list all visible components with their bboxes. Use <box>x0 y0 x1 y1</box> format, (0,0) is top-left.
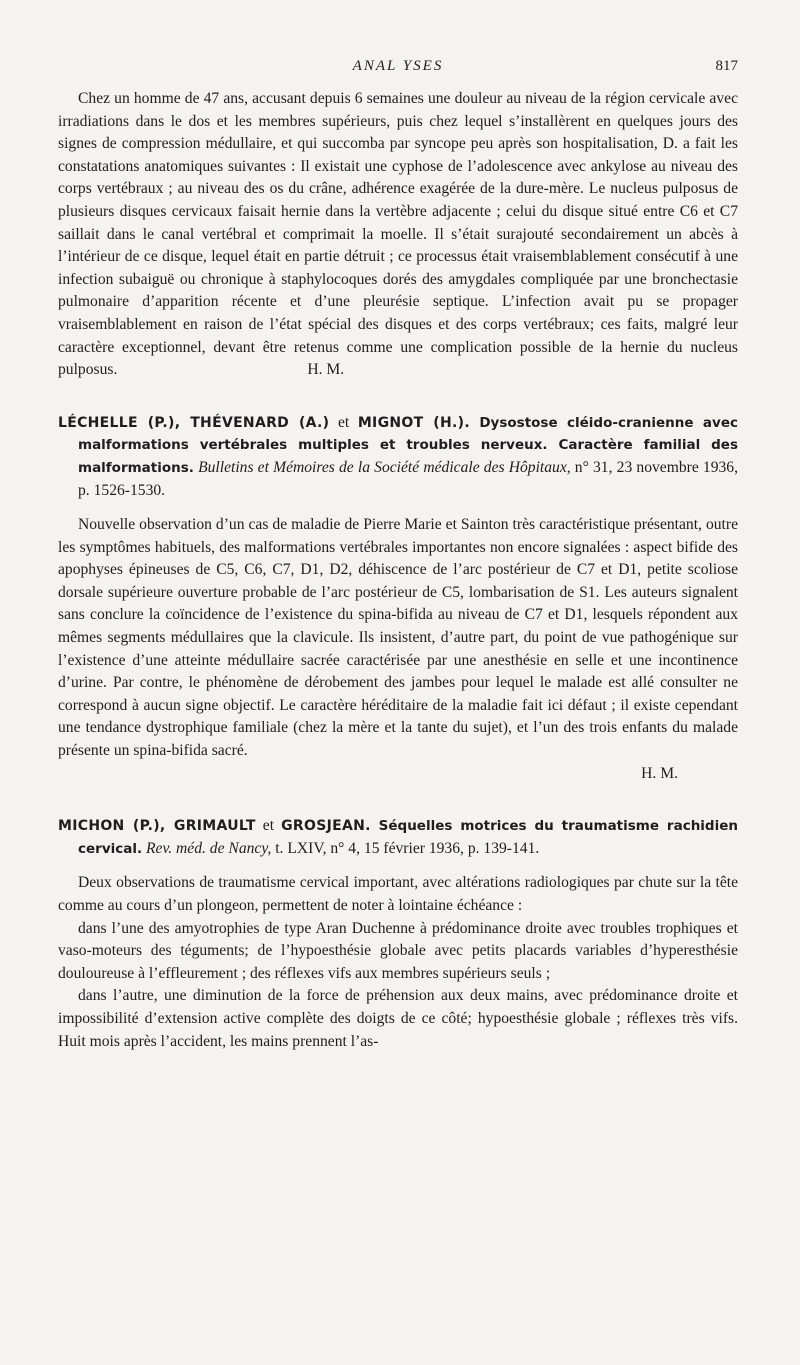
abstract-1-signature: H. M. <box>307 361 345 379</box>
page-number: 817 <box>715 58 738 74</box>
abstract-3-paragraph-3: dans l’autre, une diminution de la force de préhension aux deux mains, avec prédominance droite et impossibilité d’extension active complète des doigts de ce côté; hypoesthésie globale ; réflexes très vifs. Huit mois après l’accident, les mains prennent l’as- <box>58 987 738 1050</box>
running-title: ANAL YSES <box>352 58 444 74</box>
abstract-3-authors-b: GROSJEAN. <box>281 818 371 835</box>
running-header <box>58 58 738 88</box>
abstract-2-conj: et <box>329 413 358 431</box>
abstract-2-reference <box>58 412 738 502</box>
abstract-3-title: Séquelles motrices du traumatisme rachidien cervical. <box>78 818 738 857</box>
abstract-2 <box>58 412 738 786</box>
abstract-2-authors-a: LÉCHELLE (P.), THÉVENARD (A.) <box>58 414 330 431</box>
abstract-2-signature: H. M. <box>641 764 678 782</box>
abstract-1-text: Chez un homme de 47 ans, accusant depuis 6 semaines une douleur au niveau de la région cervicale avec irradiations dans le dos et les membres supérieurs, puis chez lequel s’installèrent en quelques jours des signes de compression médullaire, et qui succomba par syncope peu après son hospitalisation, D. a fait les constatations anatomiques suivantes : Il existait une cyphose de l’adolescence avec ankylose au niveau des corps vertébraux ; au niveau des os du crâne, adhérence exagérée de la dure-mère. Le nucleus pulposus de plusieurs disques cervicaux faisait hernie dans la vertèbre adjacente ; celui du disque situé entre C6 et C7 saillait dans le canal vertébral et comprimait la moelle. Il s’était surajouté secondairement un abcès à l’intérieur de ce disque, lequel était en partie détruit ; ce processus était vraisemblablement consécutif à une infection subaiguë ou chronique à staphylocoques dorés des amygdales compliquée par une bronchectasie pulmonaire d’apparition récente et d’une pleurésie septique. L’infection avait pu se propager vraisemblablement en raison de l’état spécial des disques et des corps vertébraux; ces faits, malgré leur caractère exceptionnel, devant être retenus comme une complication possible de la hernie du nucleus pulposus. <box>58 90 738 379</box>
abstract-3 <box>58 815 738 1053</box>
page <box>58 58 738 1053</box>
abstract-3-details: t. LXIV, n° 4, 15 février 1936, p. 139-141. <box>271 839 540 857</box>
abstract-3-paragraph-2: dans l’une des amyotrophies de type Aran Duchenne à prédominance droite avec troubles trophiques et vaso-moteurs des téguments; de l’hypoesthésie globale avec petits placards variables d’hyperesthésie douloureuse à l’effleurement ; des réflexes vifs aux membres supérieurs seuls ; <box>58 919 738 982</box>
abstract-2-source: Bulletins et Mémoires de la Société médicale des Hôpitaux, <box>193 458 571 476</box>
abstract-3-reference <box>58 815 738 860</box>
abstract-2-details: n° 31, 23 novembre 1936, p. 1526-1530. <box>78 458 738 499</box>
abstract-2-authors-b: MIGNOT (H.). <box>357 414 470 431</box>
abstract-1-body <box>58 88 738 382</box>
abstract-3-conj: et <box>255 817 282 835</box>
abstract-3-paragraph-1: Deux observations de traumatisme cervical important, avec altérations radiologiques par chute sur la tête comme au cours d’un plongeon, permettent de noter à lointaine échéance : <box>58 874 738 914</box>
abstract-1 <box>58 88 738 382</box>
abstract-3-source: Rev. méd. de Nancy, <box>142 839 272 857</box>
abstract-3-authors-a: MICHON (P.), GRIMAULT <box>58 818 256 835</box>
abstract-2-body: Nouvelle observation d’un cas de maladie de Pierre Marie et Sainton très caractéristique présentant, outre les symptômes habituels, des malformations vertébrales importantes non encore signalées : aspect bifide des apophyses épineuses de C5, C6, C7, D1, D2, déhiscence de l’arc postérieur de C7 et D1, petite scoliose dorsale supérieure ouverture probable de l’arc postérieur de C5, lombarisation de S1. Les auteurs signalent sans conclure la coïncidence de l’existence du spina-bifida au niveau de C7 et D1, lesquels répondent aux mêmes segments médullaires que la clavicule. Ils insistent, d’autre part, du point de vue pathogénique sur l’existence d’une atteinte médullaire sacrée caractérisée par une anesthésie en selle et une incontinence d’urine. Par contre, le phénomène de dérobement des jambes pour lequel le malade est allé consulter ne correspond à aucun signe objectif. Le caractère héréditaire de la maladie fait ici défaut ; il existe cependant une tendance dystrophique familiale (chez la mère et la tante du sujet), et l’un des trois enfants du malade présente un spina-bifida sacré. <box>58 516 738 760</box>
abstract-2-title: Dysostose cléido-cranienne avec malformations vertébrales multiples et troubles nerveux. Caractère familial des malformations. <box>78 414 738 476</box>
